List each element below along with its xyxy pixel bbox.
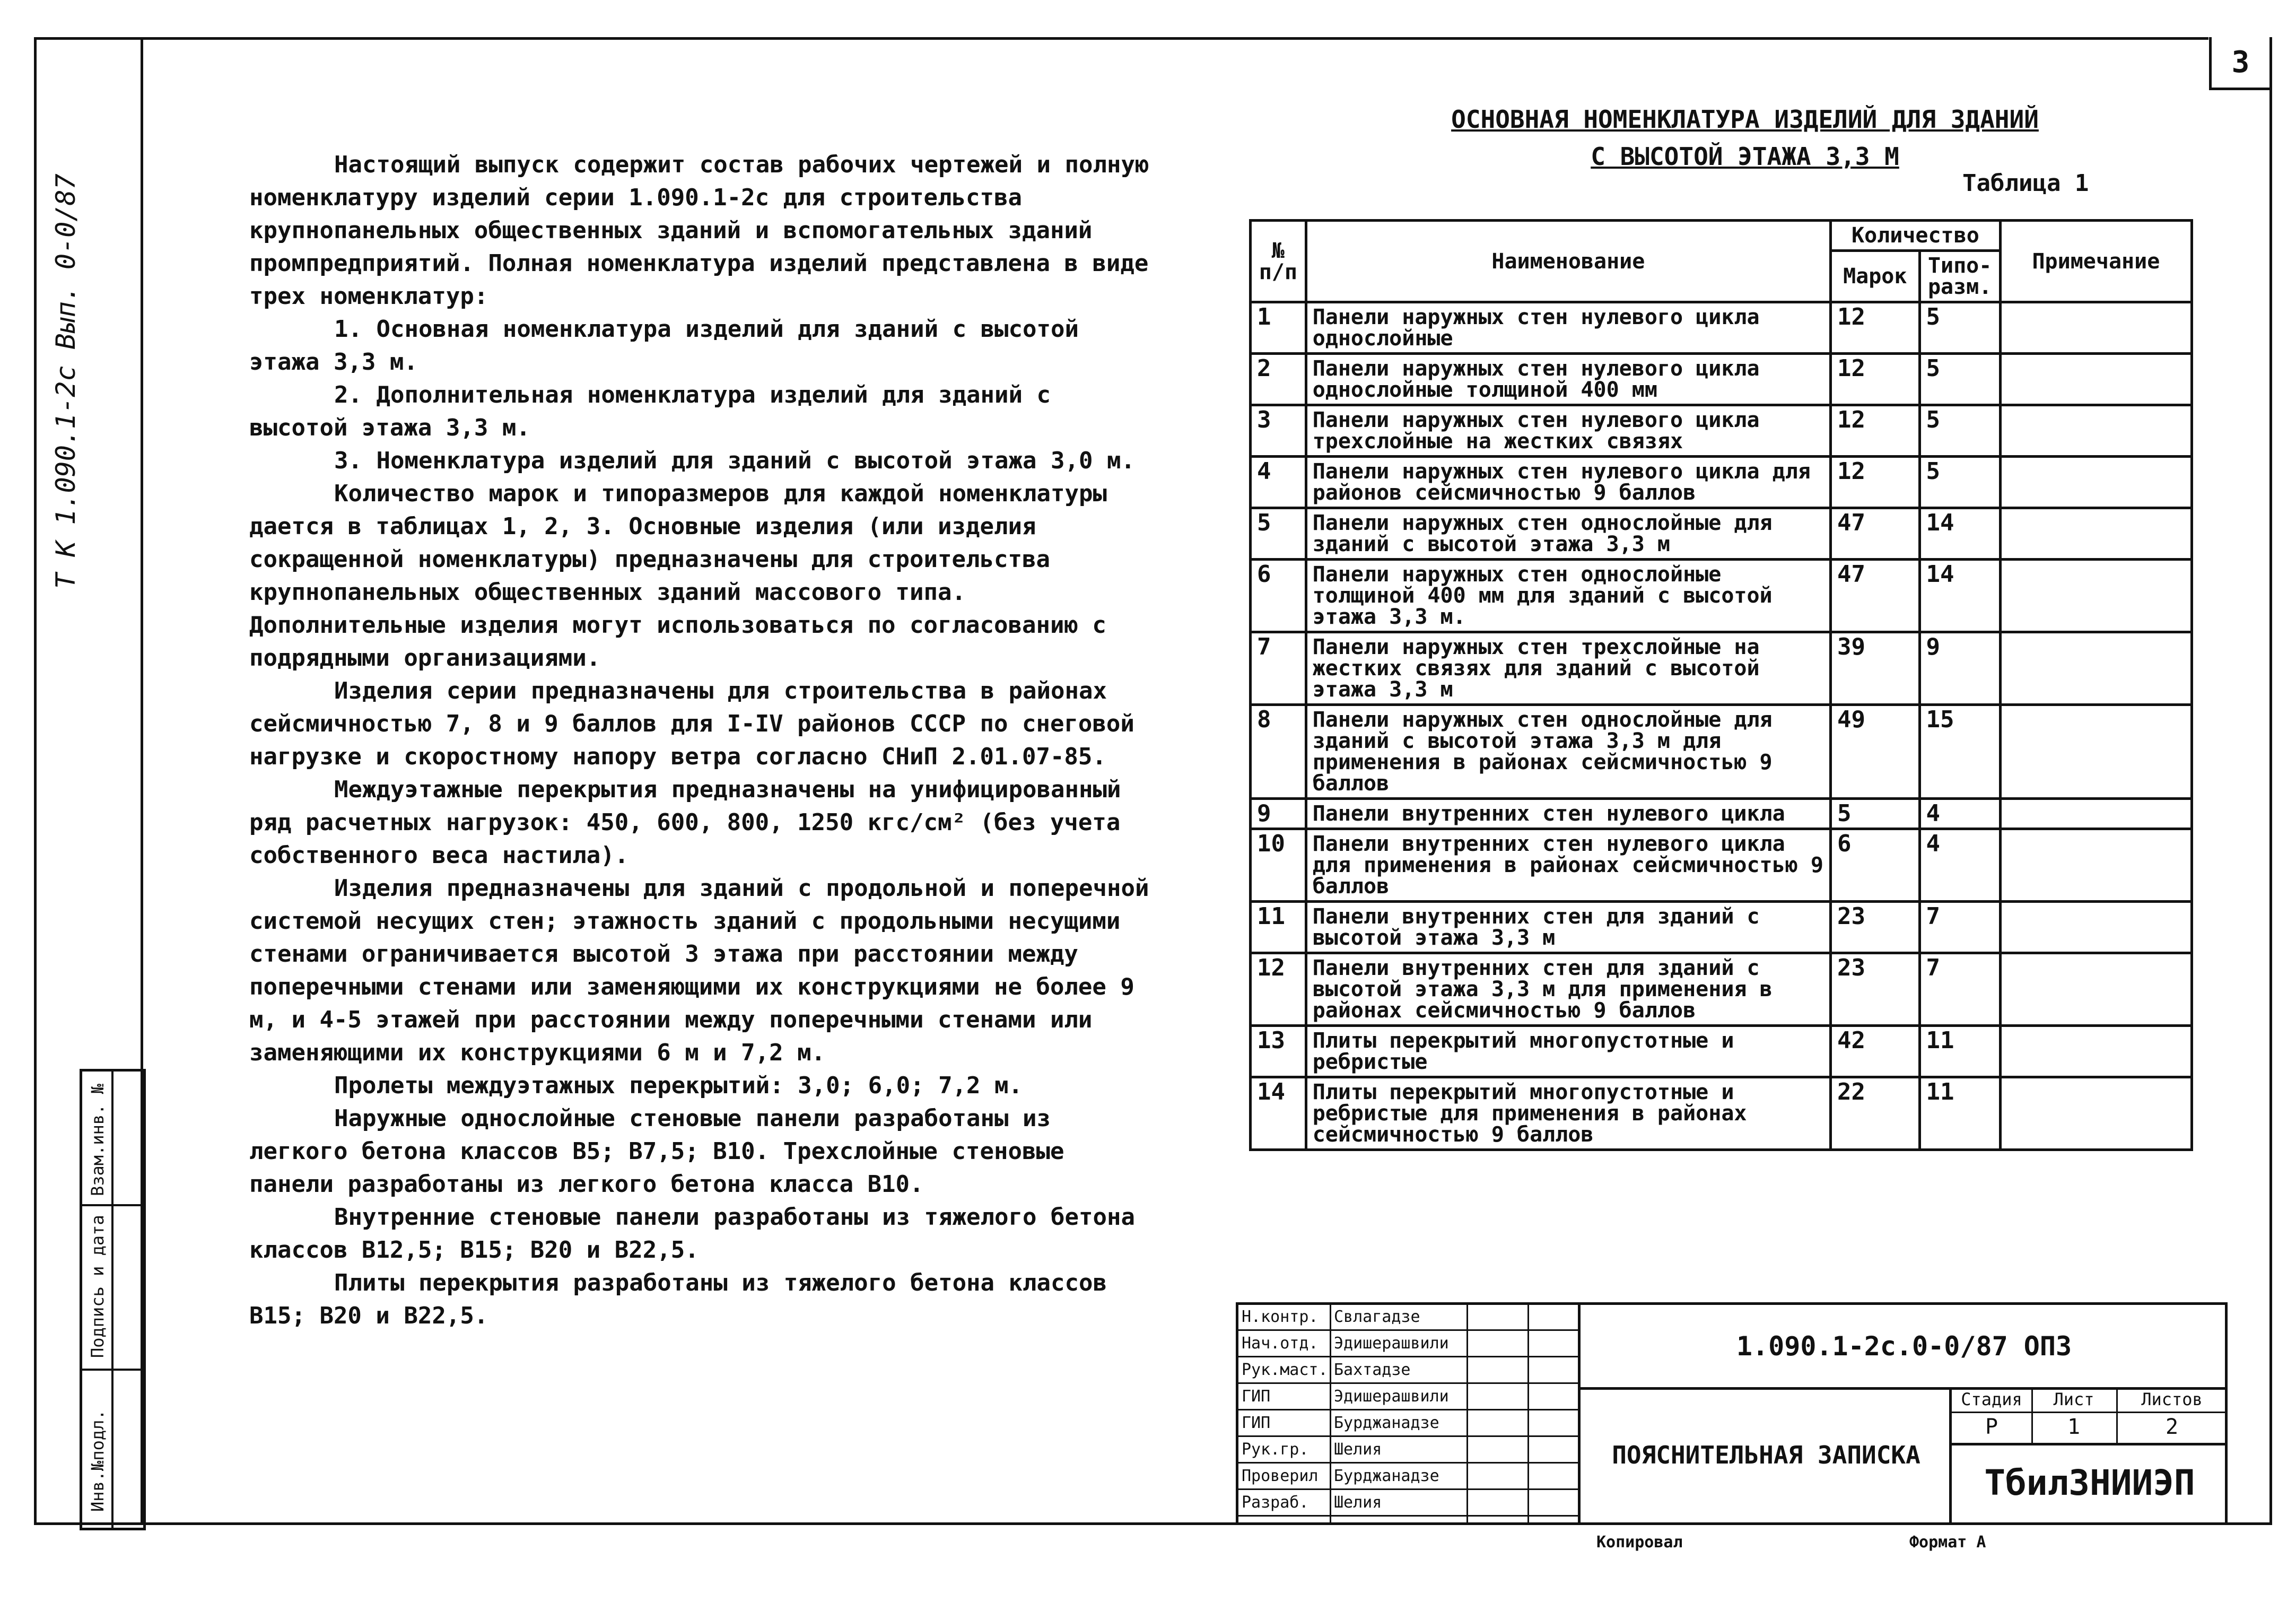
row-number: 5 <box>1251 508 1306 560</box>
sheet-value: 1 <box>2067 1415 2081 1439</box>
row-marks: 22 <box>1831 1077 1920 1150</box>
row-sizes: 14 <box>1919 560 2000 632</box>
side-document-code: Т К 1.090.1-2с Вып. 0-0/87 <box>50 173 81 589</box>
signature-role: Рук.маст. <box>1242 1361 1328 1379</box>
row-note <box>2000 799 2192 829</box>
paragraph: Настоящий выпуск содержит состав рабочих чертежей и полную номенклатуру изделий серии 1.090.1-2с для строительства крупнопанельных общественных зданий и вспомогательных зданий промпредприятий. Полная номенклатура изделий представлена в виде трех номенклатур: <box>249 151 1149 310</box>
paragraph: Плиты перекрытия разработаны из тяжелого бетона классов В15; В20 и В22,5. <box>249 1269 1107 1329</box>
stamp-inv-no: Инв.№подл. <box>88 1409 108 1512</box>
header-name: Наименование <box>1306 221 1830 302</box>
row-note <box>2000 632 2192 705</box>
row-number: 10 <box>1251 829 1306 902</box>
signature-name: Бурджанадзе <box>1334 1414 1439 1432</box>
sheets-label: Листов <box>2141 1389 2203 1409</box>
table-row <box>1251 829 2192 902</box>
sheet-label: Лист <box>2053 1389 2094 1409</box>
signature-role: Разраб. <box>1242 1493 1309 1512</box>
row-note <box>2000 1077 2192 1150</box>
row-number: 12 <box>1251 953 1306 1026</box>
paragraph: 2. Дополнительная номенклатура изделий для зданий с высотой этажа 3,3 м. <box>249 381 1051 441</box>
table-title-line2: С ВЫСОТОЙ ЭТАЖА 3,3 М <box>1591 142 1899 171</box>
row-sizes: 15 <box>1919 705 2000 799</box>
signature-name: Бурджанадзе <box>1334 1467 1439 1485</box>
signature-row <box>1238 1491 1578 1517</box>
row-number: 1 <box>1251 302 1306 354</box>
row-sizes: 5 <box>1919 405 2000 457</box>
row-number: 2 <box>1251 354 1306 405</box>
row-marks: 12 <box>1831 354 1920 405</box>
signature-role: Нач.отд. <box>1242 1334 1319 1353</box>
row-name: Панели внутренних стен для зданий с высотой этажа 3,3 м для применения в районах сейсмичностью 9 баллов <box>1306 953 1830 1026</box>
signature-row <box>1238 1438 1578 1464</box>
row-number: 8 <box>1251 705 1306 799</box>
format-label: Формат А <box>1909 1533 1986 1552</box>
row-number: 3 <box>1251 405 1306 457</box>
title-block <box>1236 1302 2228 1525</box>
organization-name: ТбилЗНИИЭП <box>1949 1443 2228 1522</box>
row-note <box>2000 302 2192 354</box>
row-name: Плиты перекрытий многопустотные и ребристые для применения в районах сейсмичностью 9 баллов <box>1306 1077 1830 1150</box>
row-note <box>2000 560 2192 632</box>
signature-row <box>1238 1411 1578 1437</box>
row-name: Панели наружных стен нулевого цикла однослойные <box>1306 302 1830 354</box>
signature-name: Эдишерашвили <box>1334 1334 1449 1353</box>
signature-row <box>1238 1384 1578 1410</box>
stamp-replaced-inv: Взам.инв. № <box>88 1084 108 1196</box>
signature-role: Проверил <box>1242 1467 1319 1485</box>
sheet-number: 3 <box>2209 37 2269 90</box>
row-name: Панели наружных стен однослойные толщиной 400 мм для зданий с высотой этажа 3,3 м. <box>1306 560 1830 632</box>
header-qty: Количество <box>1831 221 2001 251</box>
header-num: № п/п <box>1251 221 1306 302</box>
table-row <box>1251 560 2192 632</box>
table-row <box>1251 705 2192 799</box>
signature-name: Шелия <box>1334 1440 1382 1459</box>
table-row <box>1251 632 2192 705</box>
row-note <box>2000 902 2192 953</box>
table-title-line1: ОСНОВНАЯ НОМЕНКЛАТУРА ИЗДЕЛИЙ ДЛЯ ЗДАНИЙ <box>1451 105 2039 134</box>
row-number: 7 <box>1251 632 1306 705</box>
row-note <box>2000 829 2192 902</box>
signature-table <box>1238 1305 1578 1522</box>
signature-name: Бахтадзе <box>1334 1361 1411 1379</box>
row-sizes: 4 <box>1919 799 2000 829</box>
row-sizes: 5 <box>1919 457 2000 508</box>
table-row <box>1251 1026 2192 1077</box>
signature-name: Свлагадзе <box>1334 1308 1420 1326</box>
row-note <box>2000 508 2192 560</box>
paragraph: Изделия серии предназначены для строительства в районах сейсмичностью 7, 8 и 9 баллов для I-IV районов СССР по снеговой нагрузке и скоростному напору ветра согласно СНиП 2.01.07-85. <box>249 677 1134 770</box>
row-marks: 39 <box>1831 632 1920 705</box>
sheets-value: 2 <box>2165 1415 2179 1439</box>
header-note: Примечание <box>2000 221 2192 302</box>
row-sizes: 9 <box>1919 632 2000 705</box>
table-row <box>1251 508 2192 560</box>
table-row <box>1251 354 2192 405</box>
document-title: ПОЯСНИТЕЛЬНАЯ ЗАПИСКА <box>1578 1387 1952 1522</box>
row-note <box>2000 1026 2192 1077</box>
stage-sheet-table <box>1949 1387 2228 1445</box>
row-number: 13 <box>1251 1026 1306 1077</box>
document-code: 1.090.1-2с.0-0/87 ОПЗ <box>1578 1305 2228 1390</box>
row-sizes: 11 <box>1919 1077 2000 1150</box>
row-number: 9 <box>1251 799 1306 829</box>
signature-name: Эдишерашвили <box>1334 1387 1449 1406</box>
signature-row <box>1238 1331 1578 1357</box>
header-sizes: Типо-разм. <box>1919 251 2000 302</box>
row-marks: 12 <box>1831 405 1920 457</box>
table-row <box>1251 902 2192 953</box>
stage-label: Стадия <box>1961 1389 2022 1409</box>
table-title <box>1432 101 2058 175</box>
stage-value: Р <box>1985 1415 1998 1439</box>
row-note <box>2000 953 2192 1026</box>
row-name: Панели наружных стен нулевого цикла однослойные толщиной 400 мм <box>1306 354 1830 405</box>
row-marks: 47 <box>1831 560 1920 632</box>
paragraph: Пролеты междуэтажных перекрытий: 3,0; 6,0; 7,2 м. <box>334 1072 1023 1099</box>
row-note <box>2000 405 2192 457</box>
row-name: Панели внутренних стен нулевого цикла для применения в районах сейсмичностью 9 баллов <box>1306 829 1830 902</box>
row-number: 14 <box>1251 1077 1306 1150</box>
signature-row <box>1238 1464 1578 1490</box>
table-row <box>1251 302 2192 354</box>
row-name: Панели наружных стен нулевого цикла трехслойные на жестких связях <box>1306 405 1830 457</box>
row-marks: 47 <box>1831 508 1920 560</box>
signature-role: ГИП <box>1242 1414 1271 1432</box>
row-marks: 12 <box>1831 457 1920 508</box>
row-name: Панели внутренних стен для зданий с высотой этажа 3,3 м <box>1306 902 1830 953</box>
paragraph: 1. Основная номенклатура изделий для зданий с высотой этажа 3,3 м. <box>249 316 1079 376</box>
row-name: Плиты перекрытий многопустотные и ребристые <box>1306 1026 1830 1077</box>
row-name: Панели наружных стен трехслойные на жестких связях для зданий с высотой этажа 3,3 м <box>1306 632 1830 705</box>
row-sizes: 11 <box>1919 1026 2000 1077</box>
header-marks: Марок <box>1831 251 1920 302</box>
row-name: Панели наружных стен однослойные для зданий с высотой этажа 3,3 м для применения в районах сейсмичностью 9 баллов <box>1306 705 1830 799</box>
signature-role: Рук.гр. <box>1242 1440 1309 1459</box>
row-name: Панели наружных стен однослойные для зданий с высотой этажа 3,3 м <box>1306 508 1830 560</box>
signature-row <box>1238 1305 1578 1331</box>
explanatory-text <box>249 149 1151 1332</box>
row-number: 11 <box>1251 902 1306 953</box>
paragraph: Количество марок и типоразмеров для каждой номенклатуры дается в таблицах 1, 2, 3. Основные изделия (или изделия сокращенной номенклатуры) предназначены для строительства крупнопанельных общественных зданий массового типа. Дополнительные изделия могут использоваться по согласованию с подрядными организациями. <box>249 480 1107 672</box>
table-row <box>1251 1077 2192 1150</box>
row-marks: 5 <box>1831 799 1920 829</box>
row-marks: 23 <box>1831 902 1920 953</box>
table-row <box>1251 953 2192 1026</box>
row-name: Панели внутренних стен нулевого цикла <box>1306 799 1830 829</box>
copied-label: Копировал <box>1596 1533 1683 1552</box>
row-note <box>2000 457 2192 508</box>
signature-name: Шелия <box>1334 1493 1382 1512</box>
row-number: 6 <box>1251 560 1306 632</box>
row-note <box>2000 354 2192 405</box>
paragraph: Внутренние стеновые панели разработаны из тяжелого бетона классов В12,5; В15; В20 и В22,5. <box>249 1204 1135 1264</box>
left-stamp-box <box>80 1069 146 1530</box>
table-row <box>1251 457 2192 508</box>
table-row <box>1251 405 2192 457</box>
stamp-signature-date: Подпись и дата <box>88 1215 108 1358</box>
row-marks: 6 <box>1831 829 1920 902</box>
row-sizes: 14 <box>1919 508 2000 560</box>
row-sizes: 7 <box>1919 902 2000 953</box>
paragraph: 3. Номенклатура изделий для зданий с высотой этажа 3,0 м. <box>334 447 1135 474</box>
row-marks: 49 <box>1831 705 1920 799</box>
row-sizes: 5 <box>1919 302 2000 354</box>
paragraph: Наружные однослойные стеновые панели разработаны из легкого бетона классов В5; В7,5; В10. Трехслойные стеновые панели разработаны из легкого бетона класса В10. <box>249 1105 1064 1198</box>
signature-role: ГИП <box>1242 1387 1271 1406</box>
row-sizes: 5 <box>1919 354 2000 405</box>
row-marks: 42 <box>1831 1026 1920 1077</box>
row-marks: 23 <box>1831 953 1920 1026</box>
table-row <box>1251 799 2192 829</box>
paragraph: Междуэтажные перекрытия предназначены на унифицированный ряд расчетных нагрузок: 450, 600, 800, 1250 кгс/см² (без учета собственного веса настила). <box>249 776 1121 869</box>
row-marks: 12 <box>1831 302 1920 354</box>
row-sizes: 7 <box>1919 953 2000 1026</box>
signature-role: Н.контр. <box>1242 1308 1319 1326</box>
row-name: Панели наружных стен нулевого цикла для районов сейсмичностью 9 баллов <box>1306 457 1830 508</box>
paragraph: Изделия предназначены для зданий с продольной и поперечной системой несущих стен; этажность зданий с продольными несущими стенами ограничивается высотой 3 этажа при расстоянии между поперечными стенами или заменяющими их конструкциями не более 9 м, и 4-5 этажей при расстоянии между поперечными стенами или заменяющими их конструкциями 6 м и 7,2 м. <box>249 875 1149 1066</box>
row-sizes: 4 <box>1919 829 2000 902</box>
signature-row <box>1238 1358 1578 1384</box>
row-note <box>2000 705 2192 799</box>
nomenclature-table <box>1249 219 2193 1151</box>
table-label: Таблица 1 <box>1962 170 2089 197</box>
row-number: 4 <box>1251 457 1306 508</box>
